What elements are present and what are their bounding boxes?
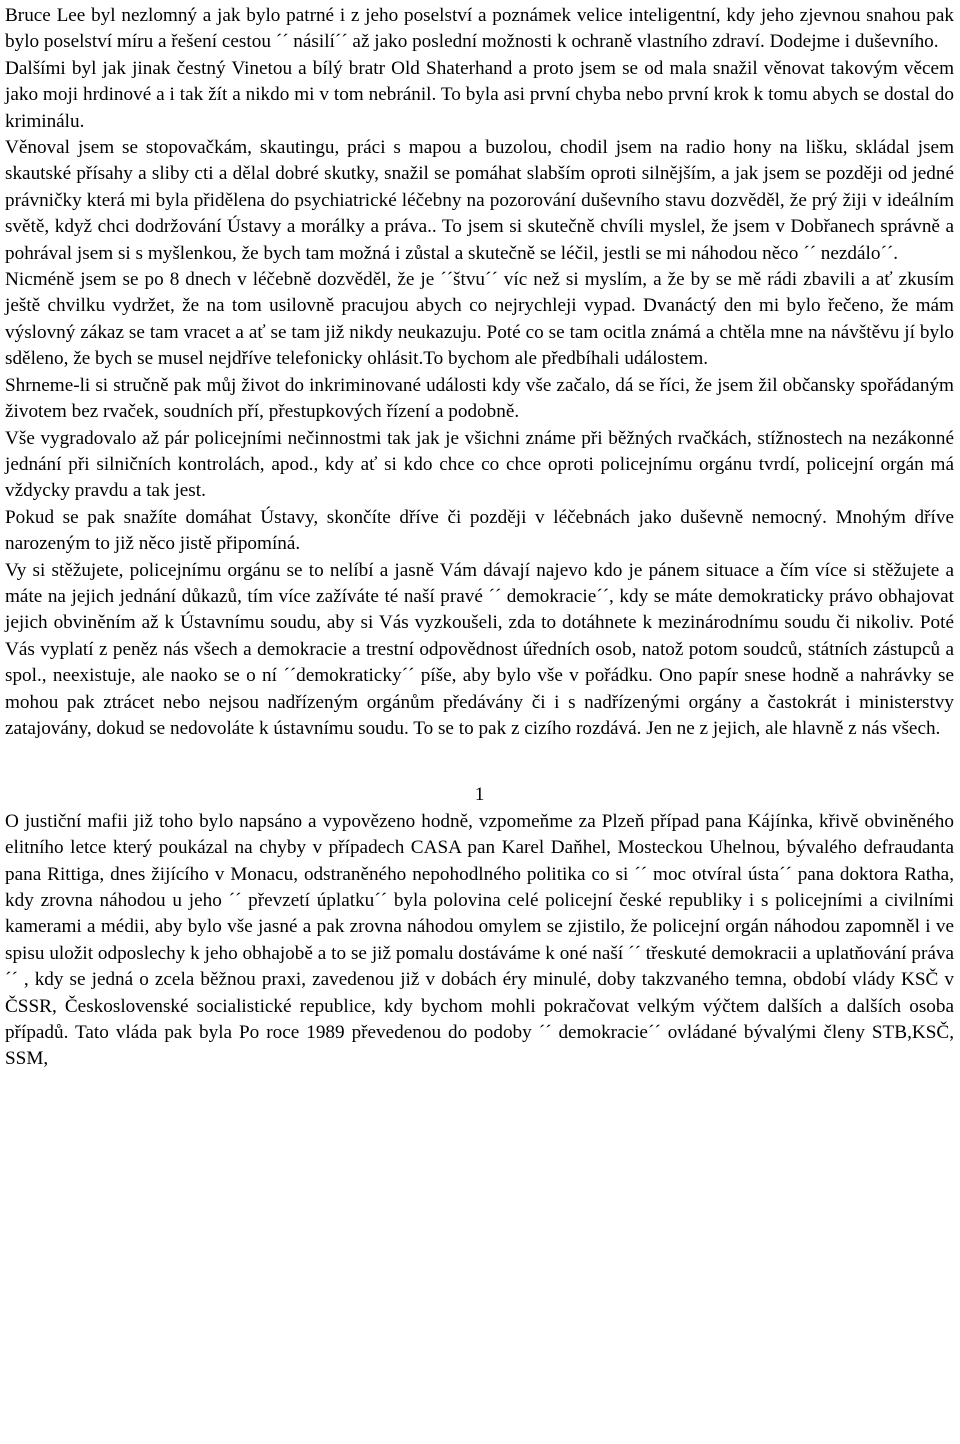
- paragraph-shrnuti: Shrneme-li si stručně pak můj život do inkriminované události kdy vše začalo, dá se říci, že jsem žil občansky spořádaným životem bez rvaček, soudních pří, přestupkových řízení a podobně.: [5, 374, 954, 423]
- paragraph-vinetou: Dalšími byl jak jinak čestný Vinetou a bílý bratr Old Shaterhand a proto jsem se od mala snažil věnovat takovým věcem jako moji hrdinové a i tak žít a nikdo mi v tom nebránil. To byla asi první chyba nebo první krok k tomu abych se dostal do kriminálu.: [5, 57, 954, 132]
- paragraph-ustava: Pokud se pak snažíte domáhat Ústavy, skončíte dříve či později v léčebnách jako duševně nemocný. Mnohým dříve narozeným to již něco jistě připomíná.: [5, 506, 954, 555]
- page-number: 1: [474, 784, 485, 806]
- page-break-spacer: [5, 742, 954, 782]
- paragraph-bruce-lee: Bruce Lee byl nezlomný a jak bylo patrné i z jeho poselství a poznámek velice inteligentní, kdy jeho zjevnou snahou pak bylo poselství míru a řešení cestou ´´ násilí´´ až jako poslední možnosti k ochraně vlastního zdraví. Dodejme i duševního.: [5, 5, 954, 53]
- paragraph-skauting: Věnoval jsem se stopovačkám, skautingu, práci s mapou a buzolou, chodil jsem na radio hony na lišku, skládal jsem skautské přísahy a sliby cti a dělal dobré skutky, snažil se pomáhat slabším oproti silnějším, a jak jsem se později od jedné právničky která mi byla přidělena do psychiatrické léčebny na pozorování duševního stavu dozvěděl, že prý žiji v ideálním světě, když chci dodržování Ústavy a morálky a práva.. To jsem si skutečně chvíli myslel, že jsem v Dobřanech správně a pohrával jsem si s myšlenkou, že bych tam možná i zůstal a skutečně se léčil, jestli se mi náhodou něco ´´ nezdálo´´.: [5, 137, 954, 264]
- paragraph-stiznosti: Vy si stěžujete, policejnímu orgánu se to nelíbí a jasně Vám dávají najevo kdo je pánem situace a čím více si stěžujete a máte na jejich jednání důkazů, tím více zažíváte té naší pravé ´´ demokracie´´, kdy se máte demokraticky právo obhajovat jejich obviněním až k Ústavnímu soudu, aby si Vás vyzkoušeli, zda to dotáhnete k mezinárodnímu soudu či nikoliv. Poté Vás vyplatí z peněz nás všech a demokracie a trestní odpovědnost úředních osob, natož potom soudců, státních zástupců a spol., neexistuje, ale naoko se o ní ´´demokraticky´´ píše, aby bylo vše v pořádku. Ono papír snese hodně a nahrávky se mohou pak ztrácet nebo nejsou nadřízeným orgánům předávány či i s nadřízenými orgány a častokrát i ministerstvy zatajovány, dokud se nedovoláte k ústavnímu soudu. To se to pak z cizího rozdává. Jen ne z jejich, ale hlavně z nás všech.: [5, 559, 954, 739]
- paragraph-policejni-necinnost: Vše vygradovalo až pár policejními nečinnostmi tak jak je všichni známe při běžných rvačkách, stížnostech na nezákonné jednání při silničních kontrolách, apod., kdy ať si kdo chce co chce oproti policejnímu orgánu tvrdí, policejní orgán má vždycky pravdu a tak jest.: [5, 427, 954, 502]
- paragraph-justicni-mafie: O justiční mafii již toho bylo napsáno a vypovězeno hodně, vzpomeňme za Plzeň případ pana Kájínka, křivě obviněného elitního letce který poukázal na chyby v případech CASA pan Karel Daňhel, Mosteckou Uhelnou, bývalého defraudanta pana Rittiga, dnes žijícího v Monacu, odstraněného nepohodlného politika co si ´´ moc otvíral ústa´´ pana doktora Ratha, kdy zrovna náhodou u jeho ´´ převzetí úplatku´´ byla polovina celé policejní české republiky i s policejními a civilními kamerami a médii, aby bylo vše jasné a pak zrovna náhodou omylem se zjistilo, že policejní orgán náhodou zapomněl i ve spisu uložit odposlechy k jeho obhajobě a to se již pomalu dostáváme k oné naší ´´ třeskuté demokracii a uplatňování práva´´ , kdy se jedná o zcela běžnou praxi, zavedenou již v dobách éry minulé, doby takzvaného temna, období vlády KSČ v ČSSR, Československé socialistické republice, kdy bychom mohli pokračovat velkým výčtem dalších a dalších osoba případů. Tato vláda pak byla Po roce 1989 převedenou do podoby ´´ demokracie´´ ovládané bývalými členy STB,KSČ, SSM,: [5, 810, 954, 1070]
- paragraph-lecebna: Nicméně jsem se po 8 dnech v léčebně dozvěděl, že je ´´štvu´´ víc než si myslím, a že by se mě rádi zbavili a ať zkusím ještě chvilku vydržet, že na tom usilovně pracujou abych co nejrychleji vypad. Dvanáctý den mi bylo řečeno, že mám výslovný zákaz se tam vracet a ať se tam již nikdy neukazuju. Poté co se tam ocitla známá a chtěla mne na návštěvu jí bylo sděleno, že bych se musel nejdříve telefonicky ohlásit.To bychom ale předbíhali událostem.: [5, 269, 954, 370]
